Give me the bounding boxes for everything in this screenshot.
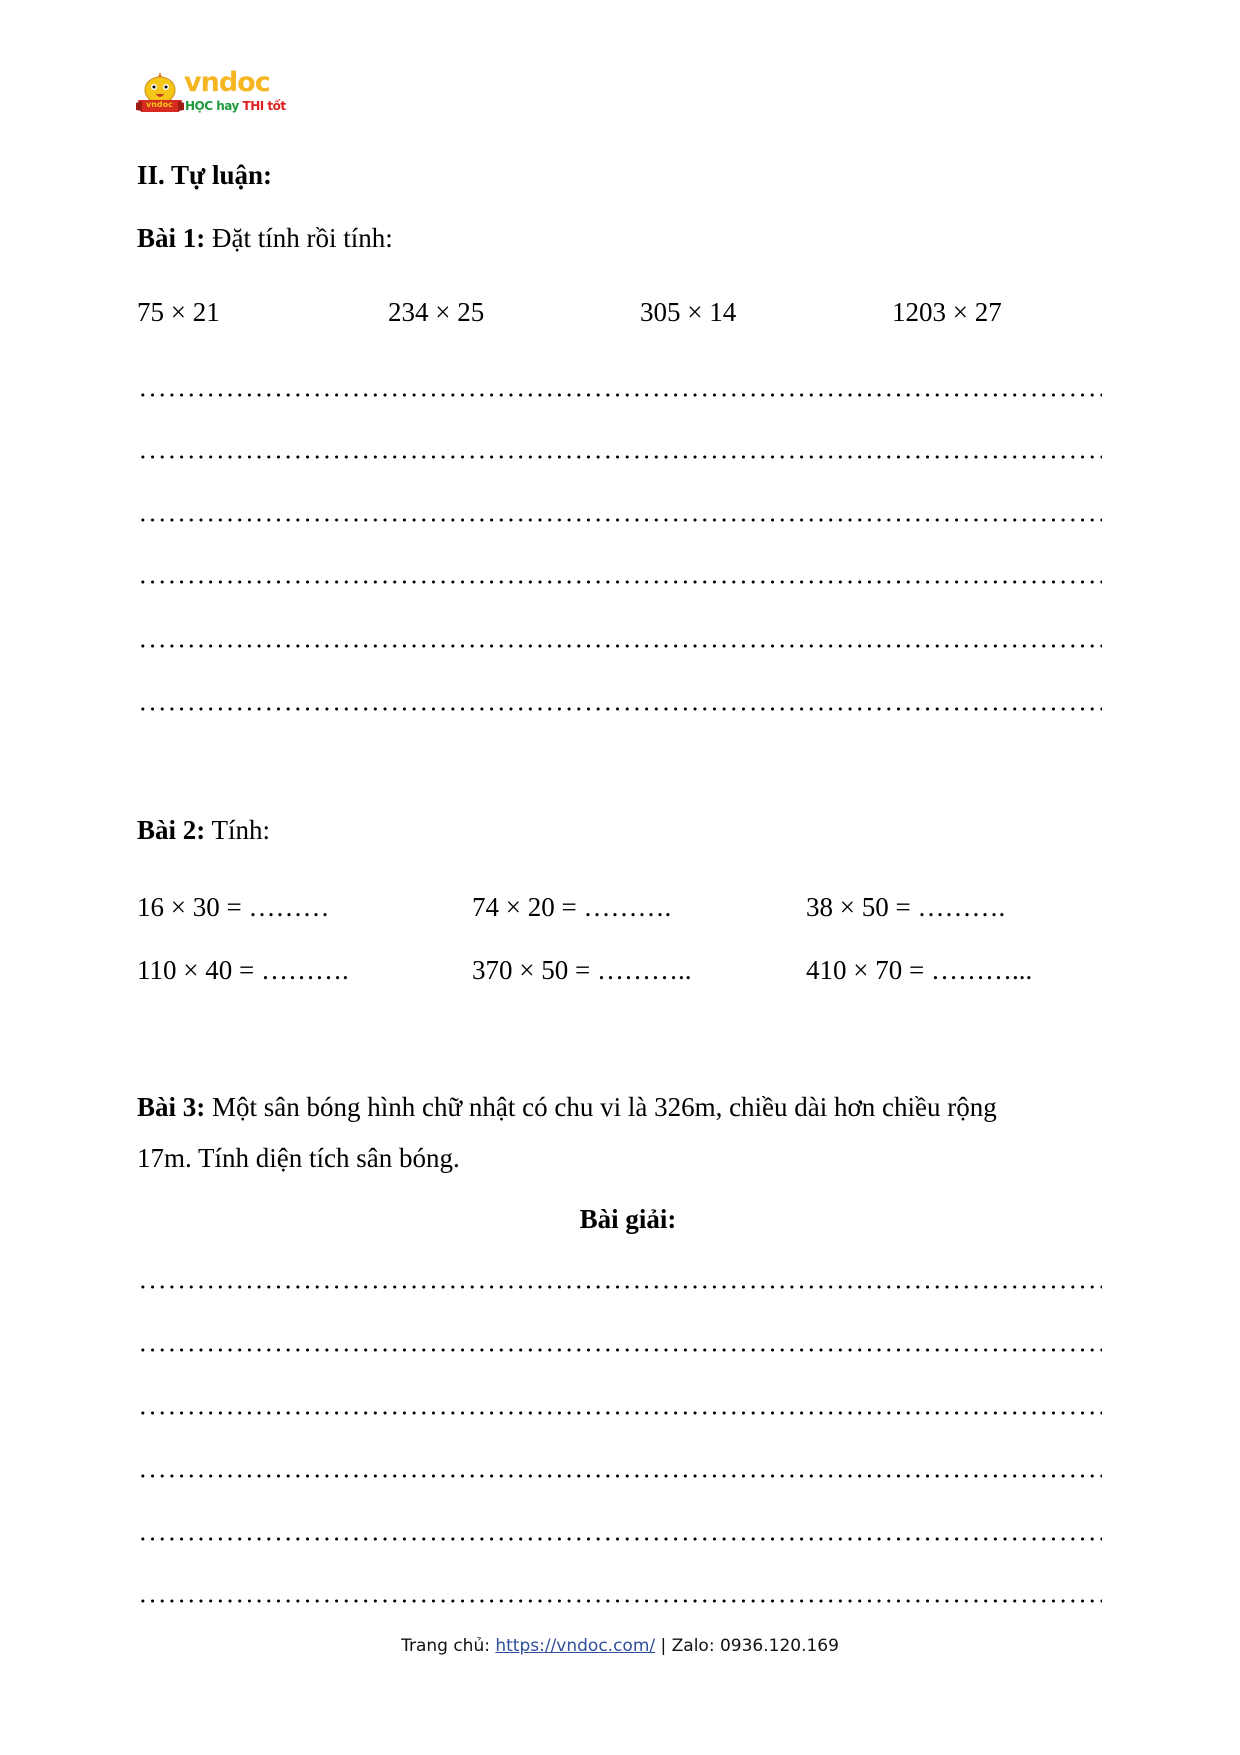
- bai2-label: Bài 2:: [137, 815, 206, 845]
- bai1-problem: 305 × 14: [640, 297, 737, 327]
- logo-badge-text: vndoc: [146, 100, 173, 109]
- logo-wordmark: vndoc: [184, 67, 270, 98]
- tagline-red: THI tốt: [242, 99, 286, 113]
- bai1-problem: 1203 × 27: [892, 297, 1002, 327]
- bai3-text: Một sân bóng hình chữ nhật có chu vi là 326m, chiều dài hơn chiều rộng: [212, 1092, 997, 1122]
- page-footer: [0, 1636, 1240, 1656]
- answer-line: [138, 1537, 1102, 1541]
- bai1-instruction: Đặt tính rồi tính:: [212, 223, 393, 253]
- bai2-item: 370 × 50 = ………..: [472, 955, 692, 985]
- bai2-item: 16 × 30 = ………: [137, 892, 330, 922]
- answer-line: [138, 1411, 1102, 1415]
- answer-line: [138, 1599, 1102, 1603]
- logo-tagline: [185, 99, 286, 113]
- bai2-instruction: Tính:: [211, 815, 271, 845]
- answer-line: [138, 580, 1102, 584]
- section-title: II. Tự luận:: [137, 160, 273, 190]
- bai3-label: Bài 3:: [137, 1092, 206, 1122]
- footer-prefix: Trang chủ:: [401, 1636, 496, 1656]
- vndoc-logo: [136, 67, 288, 120]
- answer-line: [138, 644, 1102, 648]
- bai2-item: 38 × 50 = ……….: [806, 892, 1006, 922]
- bai3-line1: [137, 1091, 997, 1123]
- bai1-label: Bài 1:: [137, 223, 206, 253]
- tagline-green: HỌC hay: [185, 99, 239, 113]
- bai2-item: 74 × 20 = ……….: [472, 892, 672, 922]
- bai2-item: 410 × 70 = ………...: [806, 955, 1033, 985]
- footer-contact: | Zalo: 0936.120.169: [655, 1636, 839, 1656]
- answer-line: [138, 1348, 1102, 1352]
- answer-line: [138, 455, 1102, 459]
- bai1-problem: 75 × 21: [137, 297, 220, 327]
- answer-line: [138, 518, 1102, 522]
- homepage-link[interactable]: https://vndoc.com/: [495, 1636, 656, 1656]
- answer-line: [138, 1474, 1102, 1478]
- bai2-heading: [137, 814, 270, 846]
- answer-line: [138, 393, 1102, 397]
- bai1-heading: [137, 222, 393, 254]
- bai2-item: 110 × 40 = ……….: [137, 955, 349, 985]
- answer-line: [138, 1285, 1102, 1289]
- solution-heading: Bài giải:: [579, 1204, 677, 1234]
- answer-line: [138, 707, 1102, 711]
- bai3-line2: 17m. Tính diện tích sân bóng.: [137, 1143, 460, 1173]
- bai1-problem: 234 × 25: [388, 297, 485, 327]
- mascot-icon: [136, 70, 184, 116]
